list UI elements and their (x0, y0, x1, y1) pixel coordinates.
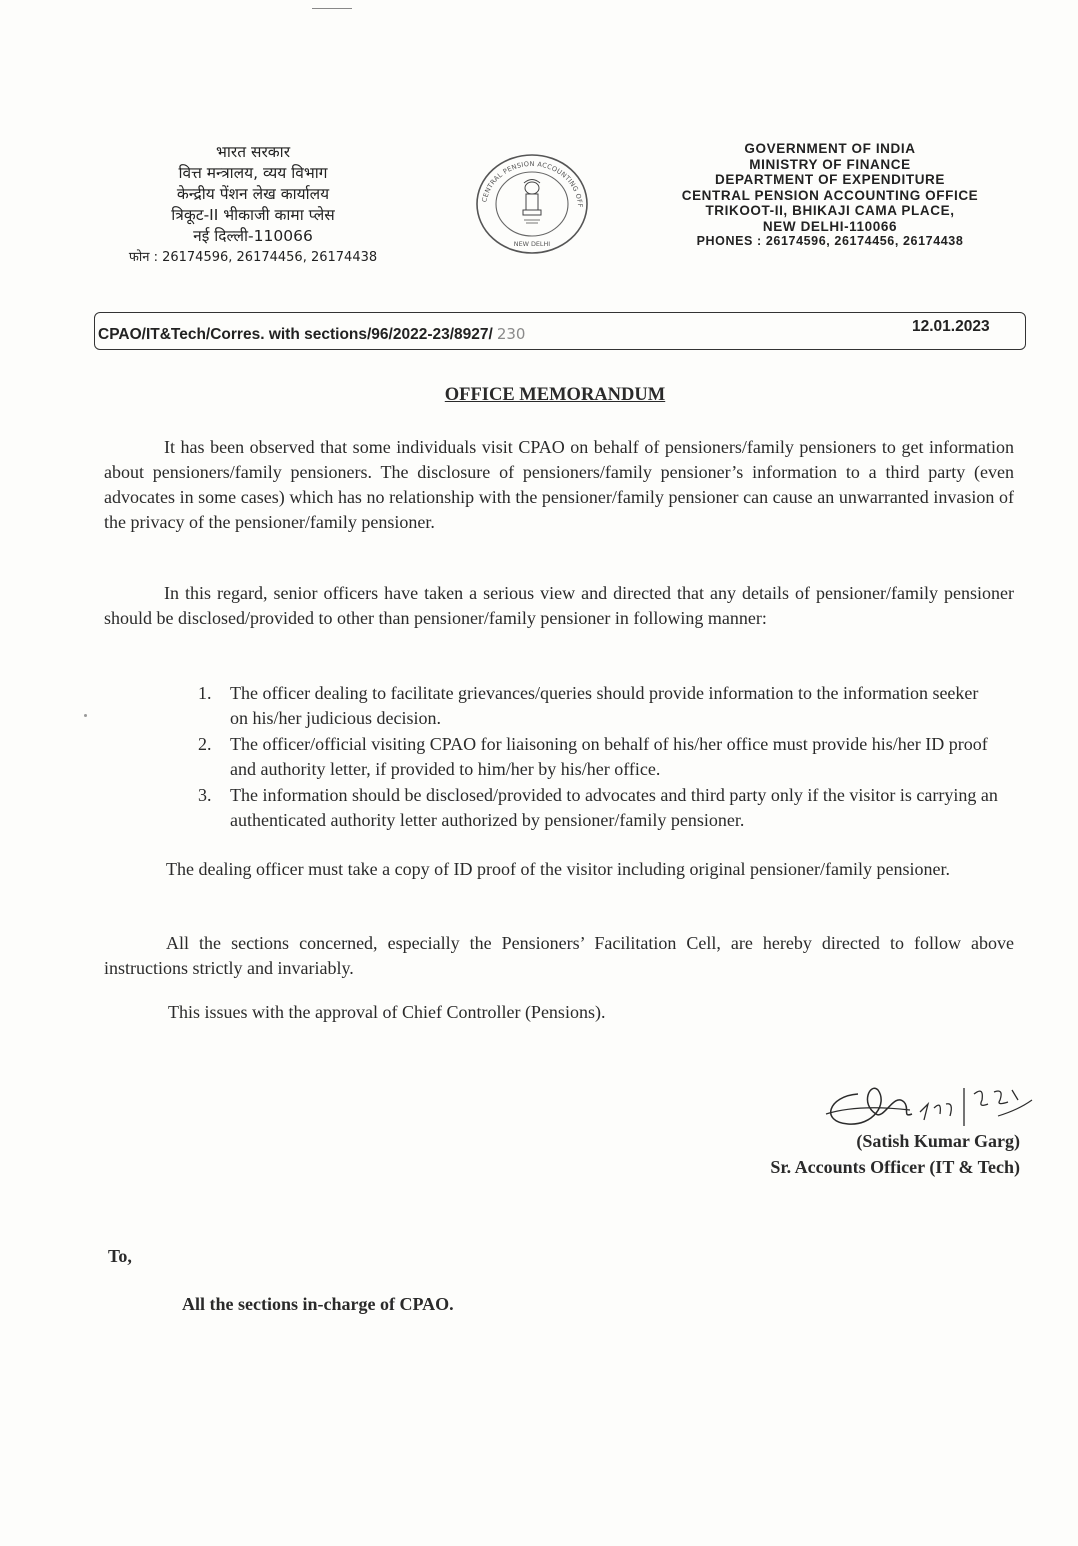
hindi-line-3: केन्द्रीय पेंशन लेख कार्यालय (176, 185, 330, 203)
svg-text:NEW DELHI: NEW DELHI (513, 240, 551, 248)
english-line-1: GOVERNMENT OF INDIA (744, 141, 916, 156)
recipient: All the sections in-charge of CPAO. (182, 1294, 454, 1314)
english-phone: PHONES : 26174596, 26174456, 26174438 (696, 234, 964, 248)
paragraph-4-block (104, 931, 1014, 981)
reference-text: CPAO/IT&Tech/Corres. with sections/96/2022-23/8927/ (98, 326, 493, 343)
paragraph-5: This issues with the approval of Chief Controller (Pensions). (168, 1002, 606, 1022)
scan-speck (84, 714, 87, 717)
list-number: 3. (198, 785, 212, 805)
list-text: The officer/official visiting CPAO for liaisoning on behalf of his/her office must provide his/her ID proof and authority letter, if provided to him/her by his/her office. (230, 734, 988, 779)
list-item (198, 732, 998, 782)
signatory-block (660, 1128, 1020, 1180)
hindi-header (88, 142, 418, 268)
to-label: To, (108, 1246, 132, 1266)
svg-text:CENTRAL PENSION ACCOUNTING OFF: CENTRAL PENSION ACCOUNTING OFF (480, 159, 585, 208)
hindi-line-1: भारत सरकार (215, 143, 291, 161)
instruction-list (198, 681, 998, 834)
english-line-4: CENTRAL PENSION ACCOUNTING OFFICE (681, 187, 979, 203)
signatory-name: (Satish Kumar Garg) (856, 1131, 1020, 1151)
list-text: The information should be disclosed/provided to advocates and third party only if the visitor is carrying an authenticated authority letter authorized by pensioner/family pensioner. (230, 785, 998, 830)
office-seal-icon (474, 152, 590, 256)
english-line-6: NEW DELHI-110066 (762, 218, 898, 234)
memo-title: OFFICE MEMORANDUM (444, 385, 666, 405)
list-item (198, 681, 998, 731)
english-line-5: TRIKOOT-II, BHIKAJI CAMA PLACE, (705, 203, 955, 218)
paragraph-1-block (104, 435, 1014, 535)
reference-date: 12.01.2023 (912, 318, 990, 335)
english-line-2: MINISTRY OF FINANCE (749, 156, 911, 172)
english-header (620, 141, 1040, 250)
paragraph-3-block (104, 857, 1014, 882)
list-number: 2. (198, 734, 212, 754)
scan-mark-top (312, 8, 352, 9)
hindi-line-2: वित्त मन्त्रालय, व्यय विभाग (178, 164, 328, 182)
list-text: The officer dealing to facilitate grievances/queries should provide information to the information seeker on his/her judicious decision. (230, 683, 979, 728)
reference-number (98, 325, 525, 344)
paragraph-4: All the sections concerned, especially the Pensioners’ Facilitation Cell, are hereby directed to follow above instructions strictly and invariably. (104, 933, 1014, 978)
hindi-line-4: त्रिकूट-II भीकाजी कामा प्लेस (171, 206, 335, 224)
signatory-designation: Sr. Accounts Officer (IT & Tech) (770, 1157, 1020, 1177)
paragraph-2-block (104, 581, 1014, 631)
english-line-3: DEPARTMENT OF EXPENDITURE (714, 172, 945, 187)
list-item (198, 783, 998, 833)
signature-scribble (818, 1074, 1038, 1136)
hindi-line-5: नई दिल्ली-110066 (193, 227, 313, 245)
paragraph-3: The dealing officer must take a copy of ID proof of the visitor including original pensioner/family pensioner. (166, 859, 950, 879)
handwritten-ref-suffix: 230 (496, 325, 526, 343)
paragraph-2: In this regard, senior officers have taken a serious view and directed that any details of pensioner/family pensioner should be disclosed/provided to other than pensioner/family pensioner in following manner: (104, 583, 1014, 628)
paragraph-1: It has been observed that some individuals visit CPAO on behalf of pensioners/family pensioners to get information about pensioners/family pensioners. The disclosure of pensioners/family pensioner’s information to a third party (even advocates in some cases) which has no relationship with the pensioner/family pensioner can cause an unwarranted invasion of the privacy of the pensioner/family pensioner. (104, 437, 1014, 532)
hindi-phone: फोन : 26174596, 26174456, 26174438 (128, 250, 378, 265)
list-number: 1. (198, 683, 212, 703)
